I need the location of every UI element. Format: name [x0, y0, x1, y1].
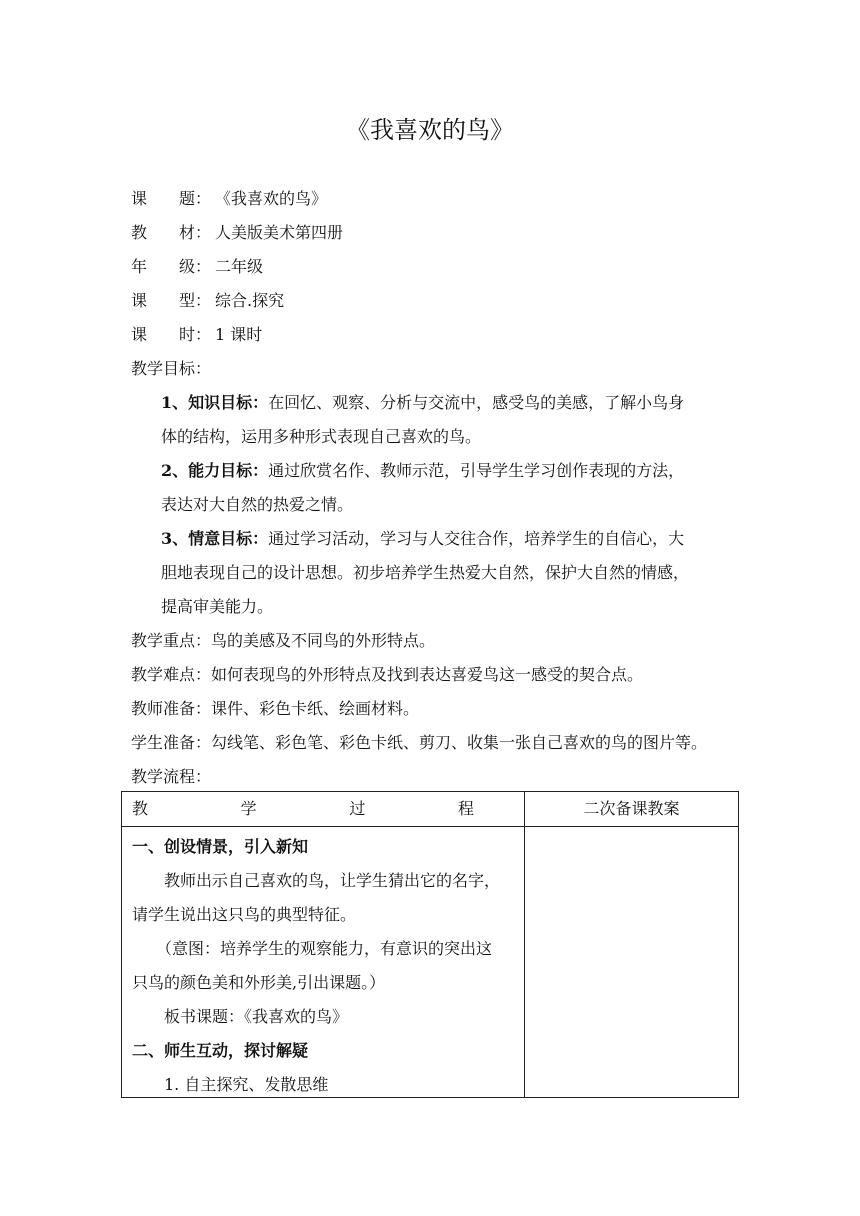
table-header-row — [122, 792, 739, 827]
goal-3-label: 3、情意目标： — [161, 529, 269, 548]
process-cell — [122, 827, 525, 1098]
goal-2-line2: 表达对大自然的热爱之情。 — [161, 495, 354, 514]
goal-1-line2: 体的结构，运用多种形式表现自己喜欢的鸟。 — [161, 427, 482, 446]
flow-label: 教学流程： — [131, 767, 212, 786]
goal-1-text: 在回忆、观察、分析与交流中，感受鸟的美感，了解小鸟身 — [268, 393, 685, 412]
section-1-title: 一、创设情景，引入新知 — [132, 837, 309, 856]
header-process — [122, 792, 525, 827]
header-second-plan: 二次备课教案 — [525, 792, 739, 827]
key-point: 教学重点：鸟的美感及不同鸟的外形特点。 — [131, 631, 436, 650]
info-value: 综合.探究 — [215, 291, 285, 310]
info-value: 《我喜欢的鸟》 — [215, 189, 328, 208]
goal-2-text: 通过欣赏名作、教师示范，引导学生学习创作表现的方法， — [268, 461, 685, 480]
goal-2-label: 2、能力目标： — [161, 461, 269, 480]
info-key: 课 型： — [131, 291, 212, 310]
goal-3-line2: 胆地表现自己的设计思想。初步培养学生热爱大自然，保护大自然的情感， — [161, 563, 690, 582]
s1-p2-line2: 只鸟的颜色美和外形美,引出课题。） — [132, 973, 386, 992]
header-char: 教 — [132, 799, 149, 818]
goal-1-line1 — [161, 392, 684, 414]
header-char: 学 — [240, 799, 257, 818]
info-line-hours — [131, 324, 262, 346]
goal-3-line1 — [161, 528, 684, 550]
header-char: 程 — [457, 799, 474, 818]
section-2-title: 二、师生互动，探讨解疑 — [132, 1041, 309, 1060]
info-line-textbook — [131, 222, 343, 244]
s1-board-title: 板书课题：《我喜欢的鸟》 — [164, 1007, 349, 1026]
s1-p2-line1: （意图：培养学生的观察能力，有意识的突出这 — [156, 939, 493, 958]
goal-3-line3: 提高审美能力。 — [161, 597, 274, 616]
info-line-topic — [131, 188, 327, 210]
goal-3-text: 通过学习活动，学习与人交往合作，培养学生的自信心，大 — [268, 529, 685, 548]
teacher-prep: 教师准备：课件、彩色卡纸、绘画材料。 — [131, 699, 420, 718]
document-title: 《我喜欢的鸟》 — [346, 116, 514, 144]
student-prep: 学生准备：勾线笔、彩色笔、彩色卡纸、剪刀、收集一张自己喜欢的鸟的图片等。 — [131, 733, 708, 752]
info-key: 年 级： — [131, 257, 212, 276]
info-line-grade — [131, 256, 263, 278]
process-table — [121, 791, 739, 1098]
goals-label: 教学目标： — [131, 359, 212, 378]
info-value: 二年级 — [215, 257, 264, 276]
difficulty: 教学难点：如何表现鸟的外形特点及找到表达喜爱鸟这一感受的契合点。 — [131, 665, 644, 684]
info-key: 教 材： — [131, 223, 212, 242]
second-plan-cell — [525, 827, 739, 1098]
s2-item-1: 1. 自主探究、发散思维 — [164, 1075, 329, 1094]
s1-p1-line1: 教师出示自己喜欢的鸟，让学生猜出它的名字， — [164, 871, 501, 890]
goal-1-label: 1、知识目标： — [161, 393, 269, 412]
info-key: 课 时： — [131, 325, 212, 344]
s1-p1-line2: 请学生说出这只鸟的典型特征。 — [132, 905, 357, 924]
header-char: 过 — [349, 799, 366, 818]
goal-2-line1 — [161, 460, 684, 482]
table-body-row — [122, 827, 739, 1098]
info-line-type — [131, 290, 284, 312]
info-value: 1 课时 — [215, 325, 263, 344]
info-value: 人美版美术第四册 — [215, 223, 344, 242]
info-key: 课 题： — [131, 189, 212, 208]
